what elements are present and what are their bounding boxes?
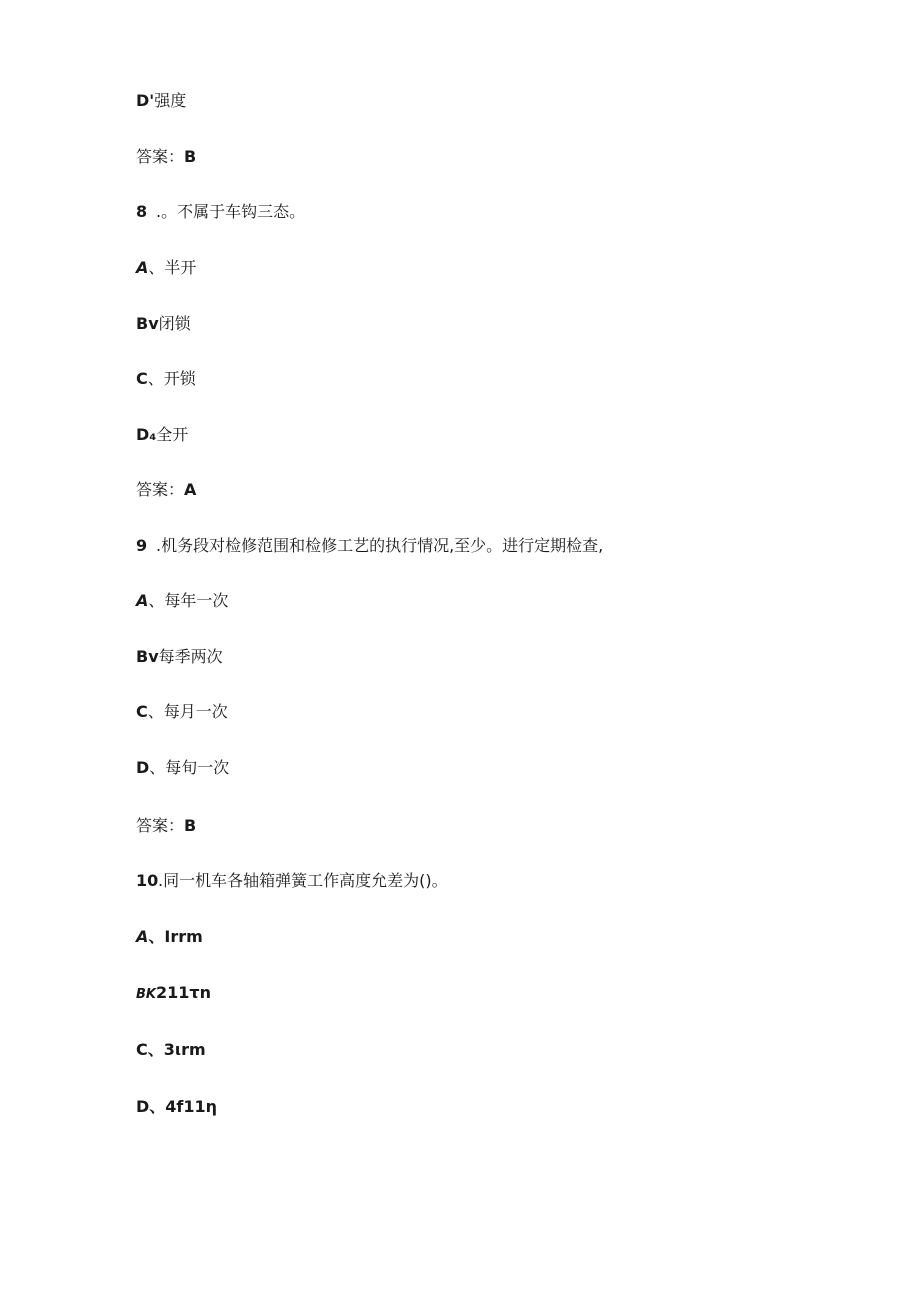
q10-option-c — [136, 1039, 206, 1061]
q8-option-d — [136, 424, 188, 446]
option-text: 每季两次 — [158, 647, 223, 666]
q8-option-c — [136, 368, 196, 390]
q9-option-a — [136, 590, 228, 612]
option-text: 强度 — [154, 91, 187, 110]
q10-option-b — [136, 982, 211, 1006]
option-text: 闭锁 — [158, 314, 191, 333]
option-text: 、3ιrm — [147, 1040, 206, 1059]
option-label: Bv — [136, 314, 159, 333]
option-label: Bv — [136, 647, 159, 666]
q9-option-b — [136, 646, 223, 668]
q7-answer — [136, 146, 196, 168]
question-number: 9 — [136, 536, 148, 555]
question-text: .。不属于车钩三态。 — [156, 202, 306, 221]
q9-option-c — [136, 701, 228, 723]
option-text: 、每月一次 — [147, 702, 228, 721]
q9-answer — [136, 815, 196, 837]
option-label: C — [136, 702, 148, 721]
q8-answer — [136, 479, 196, 501]
option-label: A — [136, 258, 149, 277]
q10-option-d — [136, 1096, 217, 1118]
answer-value: B — [184, 147, 197, 166]
option-label: D — [136, 758, 150, 777]
option-text: 211τn — [155, 983, 211, 1002]
option-label: D₄ — [136, 425, 157, 444]
q8-question — [136, 201, 305, 223]
answer-label: 答案： — [136, 480, 185, 499]
question-text: .机务段对检修范围和检修工艺的执行情况,至少。进行定期检查, — [156, 536, 604, 555]
q10-question — [136, 870, 448, 892]
question-text: .同一机车各轴箱弹簧工作高度允差为()。 — [158, 871, 448, 890]
option-label: C — [136, 1040, 148, 1059]
answer-label: 答案： — [136, 147, 185, 166]
option-label: D — [136, 1097, 150, 1116]
option-text: 、Irrm — [148, 927, 203, 946]
option-text: 、开锁 — [147, 369, 196, 388]
option-text: 全开 — [156, 425, 189, 444]
answer-value: A — [184, 480, 197, 499]
option-label: C — [136, 369, 148, 388]
option-text: 、4f11η — [149, 1097, 218, 1116]
option-label: A — [136, 927, 149, 946]
answer-value: B — [184, 816, 197, 835]
option-text: 、半开 — [148, 258, 197, 277]
q8-option-b — [136, 313, 191, 335]
q8-option-a — [136, 257, 196, 279]
q9-option-d — [136, 757, 229, 779]
option-label: D' — [136, 91, 155, 110]
q9-question — [136, 535, 603, 557]
option-text: 、每旬一次 — [149, 758, 230, 777]
option-label: BK — [136, 987, 156, 1002]
q10-option-a — [136, 926, 203, 948]
question-number: 10 — [136, 871, 159, 890]
question-number: 8 — [136, 202, 148, 221]
option-label: A — [136, 591, 149, 610]
answer-label: 答案： — [136, 816, 185, 835]
option-text: 、每年一次 — [148, 591, 229, 610]
q7-option-d — [136, 90, 186, 112]
